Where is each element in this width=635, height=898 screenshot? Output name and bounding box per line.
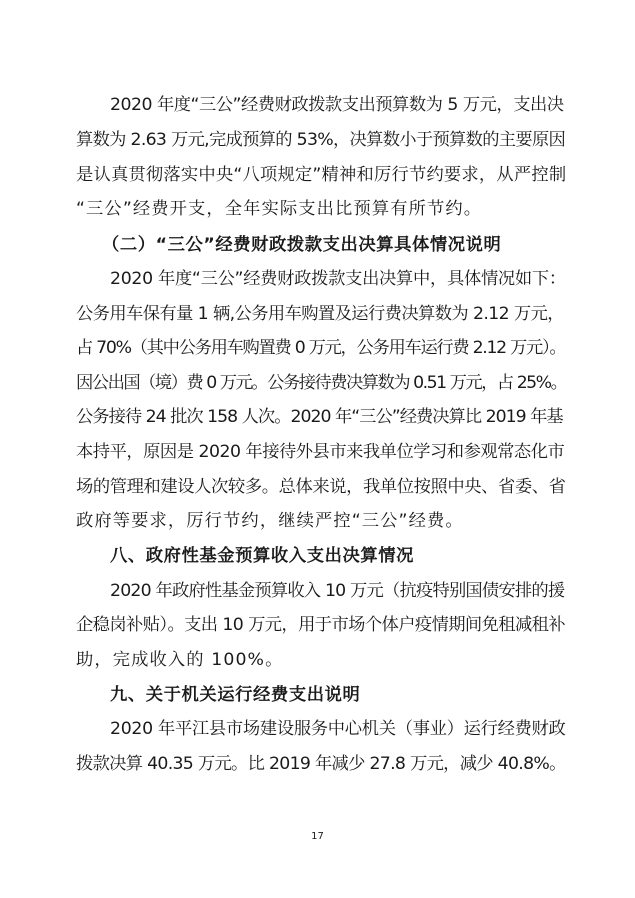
paragraph-line: 拨款决算 40.35 万元。比 2019 年减少 27.8 万元，减少 40.8%。 <box>76 754 566 774</box>
page-number: 17 <box>311 831 324 842</box>
section-heading: 九、关于机关运行经费支出说明 <box>110 685 361 705</box>
paragraph-line: 公务用车保有量 1 辆,公务用车购置及运行费决算数为 2.12 万元， <box>76 304 564 324</box>
section-heading: 八、政府性基金预算收入支出决算情况 <box>110 546 414 566</box>
paragraph-line: 场的管理和建设人次较多。总体来说，我单位按照中央、省委、省 <box>76 477 566 497</box>
paragraph-line: 本持平，原因是 2020 年接待外县市来我单位学习和参观常态化市 <box>76 442 565 462</box>
paragraph-line: 公务接待 24 批次 158 人次。2020 年“三公”经费决算比 2019 年基 <box>76 407 563 427</box>
paragraph-line: 2020 年度“三公”经费财政拨款支出决算中，具体情况如下： <box>110 269 566 289</box>
section-subheading: （二）“三公”经费财政拨款支出决算具体情况说明 <box>102 235 502 255</box>
paragraph-line: 2020 年政府性基金预算收入 10 万元（抗疫特别国债安排的援 <box>110 581 565 601</box>
paragraph-line: 助，完成收入的 100%。 <box>76 650 284 670</box>
paragraph-line: 是认真贯彻落实中央“八项规定”精神和厉行节约要求，从严控制 <box>76 165 567 185</box>
paragraph-line: 企稳岗补贴）。支出 10 万元，用于市场个体户疫情期间免租减租补 <box>76 615 566 635</box>
paragraph-line: 2020 年度“三公”经费财政拨款支出预算数为 5 万元，支出决 <box>110 95 564 115</box>
paragraph-line: 政府等要求，厉行节约，继续严控“三公”经费。 <box>76 511 464 531</box>
paragraph-line: “三公”经费开支，全年实际支出比预算有所节约。 <box>76 199 483 219</box>
paragraph-line: 算数为 2.63 万元,完成预算的 53%，决算数小于预算数的主要原因 <box>76 130 566 150</box>
paragraph-line: 2020 年平江县市场建设服务中心机关（事业）运行经费财政 <box>110 719 566 739</box>
paragraph-line: 占 70%（其中公务用车购置费 0 万元，公务用车运行费 2.12 万元）。 <box>76 338 566 358</box>
paragraph-line: 因公出国（境）费 0 万元。公务接待费决算数为 0.51 万元，占 25%。 <box>76 373 567 393</box>
